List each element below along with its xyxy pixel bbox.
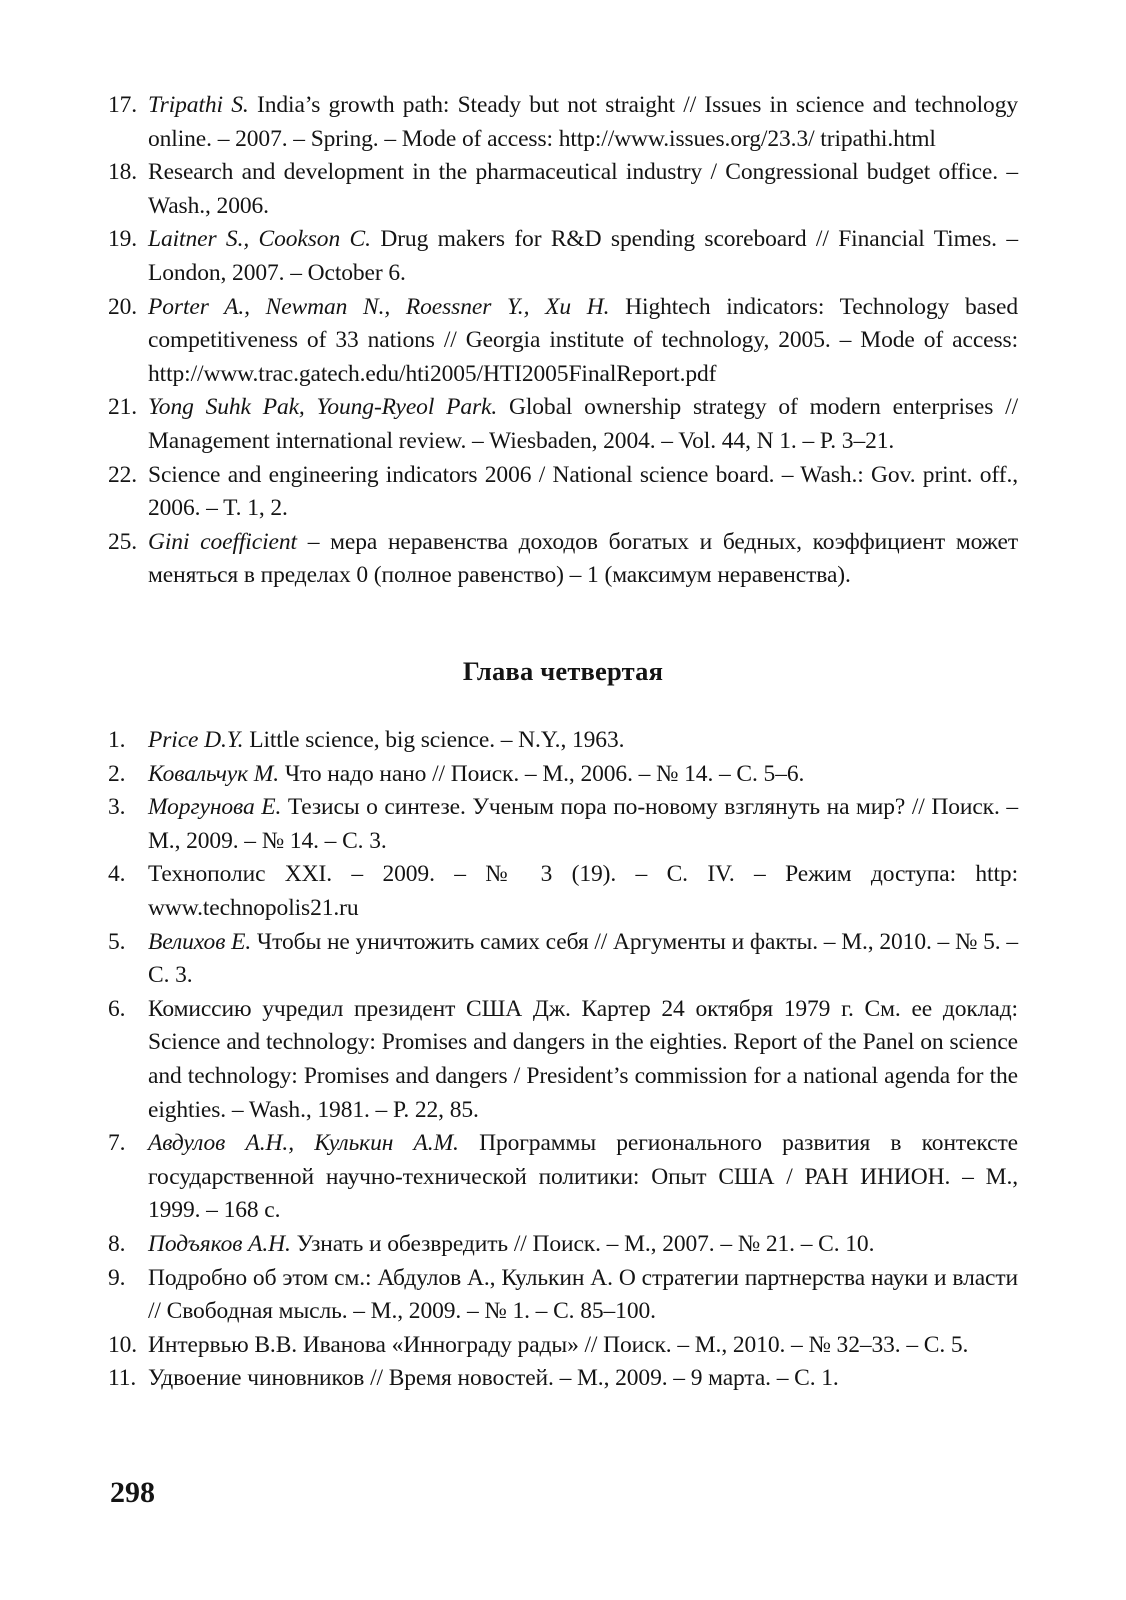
reference-number: 11. [108,1365,137,1392]
reference-author: Моргунова Е. [148,794,282,821]
reference-item-11 [108,1362,1018,1396]
reference-number: 2. [108,760,126,787]
page-number: 298 [110,1476,155,1509]
reference-number: 4. [108,861,126,888]
reference-author: Tripathi S. [148,92,249,118]
reference-number: 25. [108,528,138,555]
reference-item-5 [108,926,1018,993]
reference-text: Узнать и обезвредить // Поиск. – М., 2007. – № 21. – С. 10. [296,1230,875,1257]
reference-author: Yong Suhk Pak, Young-Ryeol Park. [148,394,498,421]
reference-text: India’s growth path: Steady but not straight // Issues in science and technology online. – 2007. – Spring. – Mode of access: http://www.issues.org/23.3/ tripathi.html [148,92,1019,152]
reference-number: 8. [108,1230,126,1257]
reference-list-chapter-4 [108,724,1018,1396]
reference-number: 18. [108,159,138,186]
reference-text: Drug makers for R&D spending scoreboard // Financial Times. – London, 2007. – October 6. [148,226,1019,286]
reference-item-2 [108,758,1018,792]
reference-text: Science and engineering indicators 2006 / National science board. – Wash.: Gov. print. off., 2006. – T. 1, 2. [148,461,1018,522]
reference-text: Комиссию учредил президент США Дж. Картер 24 октября 1979 г. См. ее доклад: Science and technology: Promises and dangers in the eighties. Report of the Panel on science and technology: Promises and dangers / President’s commission for a national agenda for the eighties. – Wash., 1981. – P. 22, 85. [148,995,1018,1123]
reference-number: 17. [108,92,138,118]
reference-text: Программы регионального развития в контексте государственной научно-технической политики: Опыт США / РАН ИНИОН. – М., 1999. – 168 с. [148,1130,1018,1224]
reference-author: Laitner S., Cookson C. [148,226,371,253]
reference-author: Porter A., Newman N., Roessner Y., Xu H. [148,293,610,320]
reference-item-6 [108,993,1018,1127]
reference-author: Авдулов А.Н., Кулькин А.М. [148,1130,459,1157]
reference-text: Технополис XXI. – 2009. – № 3 (19). – С. IV. – Режим доступа: http: www.technopolis21.ru [148,861,1018,921]
reference-text: Global ownership strategy of modern enterprises // Management international review. – Wiesbaden, 2004. – Vol. 44, N 1. – P. 3–21. [148,394,1018,454]
reference-item-20 [108,291,1018,392]
reference-item-3 [108,791,1018,858]
chapter-heading: Глава четвертая [462,656,664,686]
reference-text: Удвоение чиновников // Время новостей. – М., 2009. – 9 марта. – С. 1. [148,1365,839,1392]
reference-author: Price D.Y. [148,727,244,753]
reference-number: 19. [108,226,138,253]
reference-text: Тезисы о синтезе. Ученым пора по-новому взглянуть на мир? // Поиск. – М., 2009. – № 14. – С. 3. [148,794,1018,854]
reference-item-21 [108,391,1018,458]
reference-item-1 [108,724,1018,758]
reference-author: Gini coefficient [148,528,297,555]
reference-item-4 [108,858,1018,925]
reference-item-19 [108,223,1018,290]
reference-item-18 [108,156,1018,223]
reference-number: 20. [108,293,138,320]
reference-item-10 [108,1329,1018,1363]
reference-text: – мера неравенства доходов богатых и бедных, коэффициент может меняться в пределах 0 (полное равенство) – 1 (максимум неравенства). [148,528,1018,589]
reference-item-22 [108,459,1018,526]
reference-number: 6. [108,995,126,1022]
reference-list-chapter-3-continued [108,89,1018,593]
reference-number: 10. [108,1331,138,1358]
reference-item-8 [108,1228,1018,1262]
reference-text: Подробно об этом см.: Абдулов А., Кулькин А. О стратегии партнерства науки и власти // Свободная мысль. – М., 2009. – № 1. – С. 85–100. [148,1264,1018,1325]
reference-text: Чтобы не уничтожить самих себя // Аргументы и факты. – М., 2010. – № 5. – С. 3. [148,928,1018,989]
reference-item-9 [108,1262,1018,1329]
reference-item-17 [108,89,1018,156]
reference-text: Research and development in the pharmaceutical industry / Congressional budget office. – Wash., 2006. [148,159,1018,219]
reference-item-25 [108,526,1018,593]
reference-number: 22. [108,461,138,488]
reference-number: 21. [108,394,138,421]
reference-text: Что надо нано // Поиск. – М., 2006. – № 14. – С. 5–6. [284,760,805,787]
reference-number: 3. [108,794,126,821]
reference-number: 5. [108,928,126,955]
reference-text: Hightech indicators: Technology based competitiveness of 33 nations // Georgia institute of technology, 2005. – Mode of access: http://www.trac.gatech.edu/hti2005/HTI2005FinalReport.pdf [148,293,1018,387]
reference-author: Велихов Е. [148,928,252,955]
reference-number: 1. [108,727,126,753]
reference-author: Подъяков А.Н. [148,1230,291,1257]
reference-author: Ковальчук М. [148,760,280,787]
reference-number: 9. [108,1264,126,1291]
reference-number: 7. [108,1130,126,1157]
reference-text: Интервью В.В. Иванова «Иннограду рады» // Поиск. – М., 2010. – № 32–33. – С. 5. [148,1331,969,1358]
reference-item-7 [108,1127,1018,1228]
reference-text: Little science, big science. – N.Y., 1963. [249,727,625,753]
